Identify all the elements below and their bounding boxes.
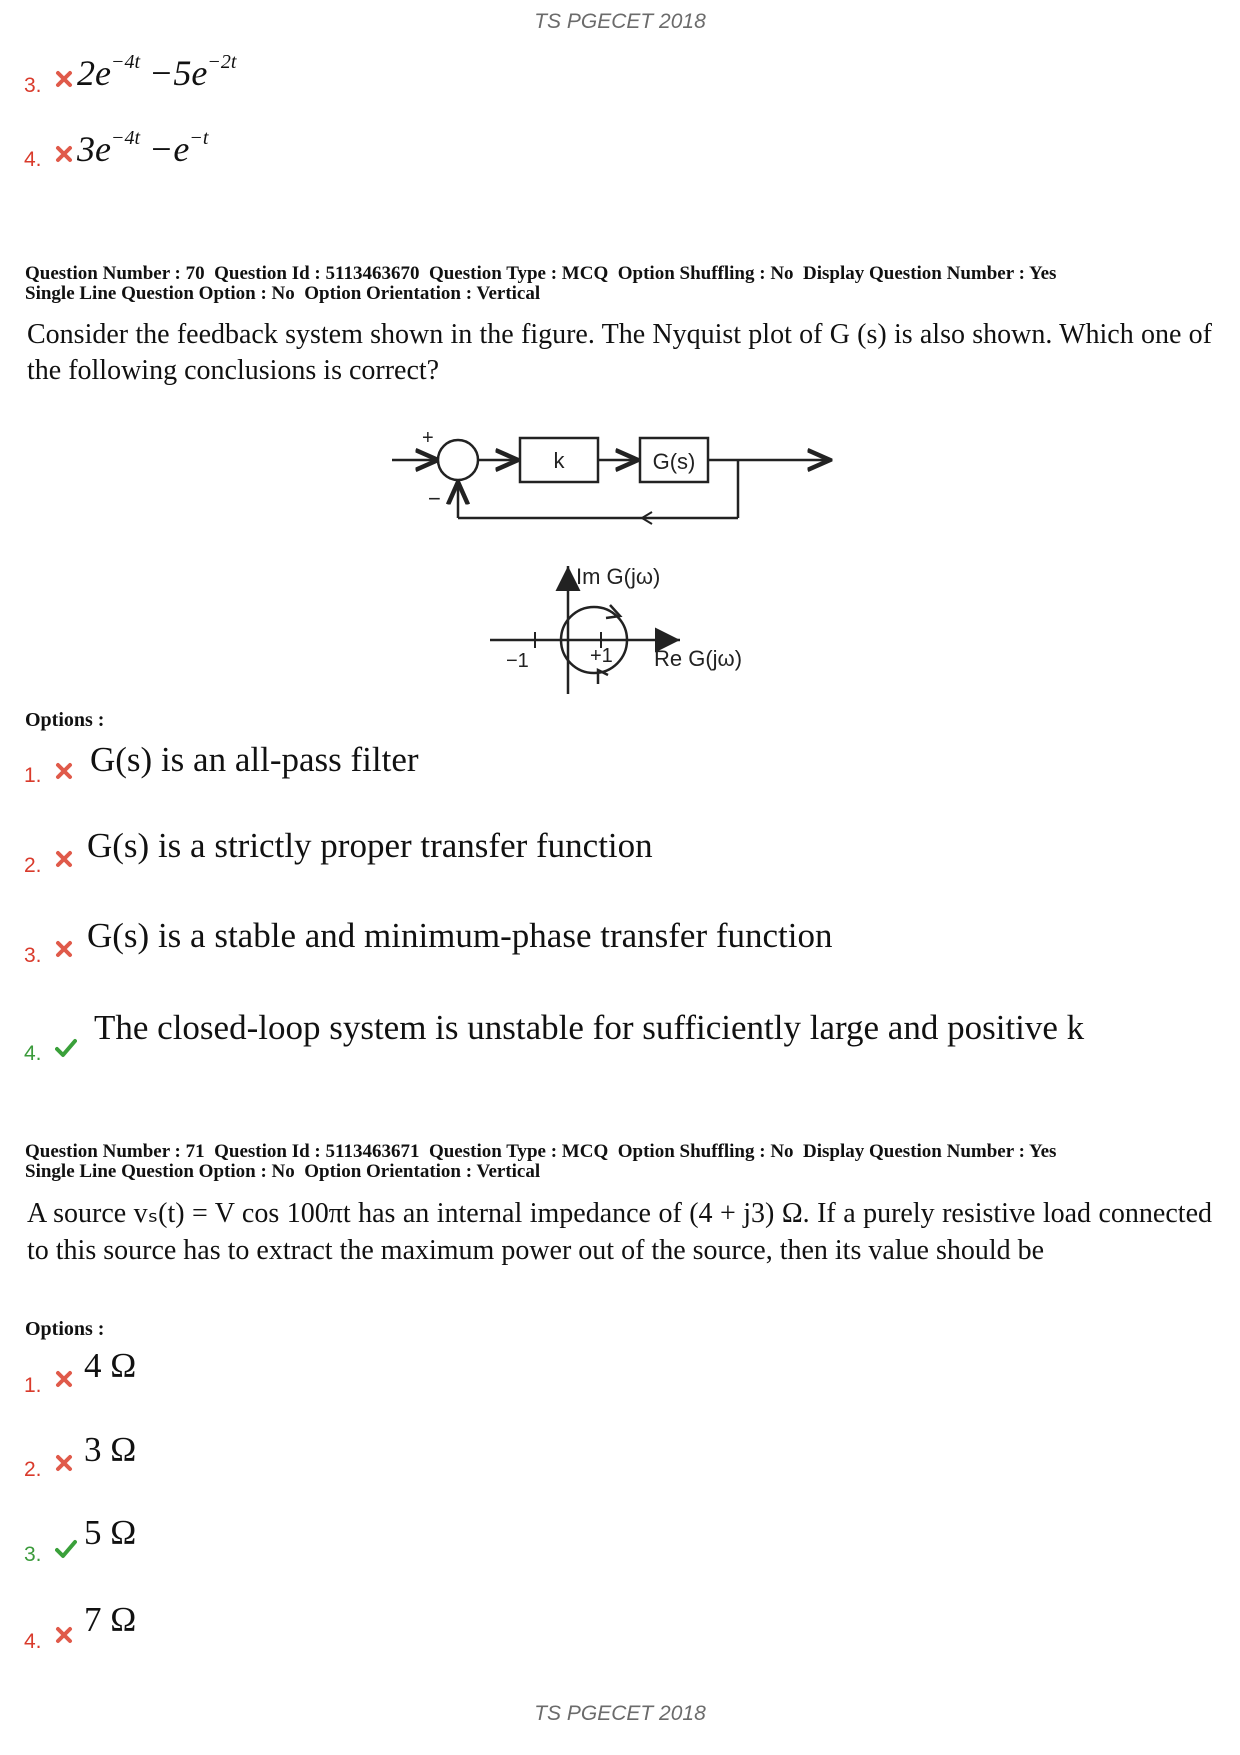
minus-sign: −: [428, 486, 441, 511]
plus-one-label: +1: [590, 645, 613, 667]
nyquist-plot: [480, 560, 760, 696]
option-number: 3.: [24, 1543, 42, 1566]
option-text: G(s) is an all-pass filter: [90, 740, 419, 779]
option-text: The closed-loop system is unstable for sufficiently large and positive k: [94, 1008, 1085, 1047]
question-71-text: A source vₛ(t) = V cos 100πt has an internal impedance of (4 + j3) Ω. If a purely resistive load connected to this source has to extract the maximum power out of the source, then its value should be: [27, 1198, 1212, 1266]
option-text: 3 Ω: [84, 1430, 137, 1469]
question-71-meta: Question Number : 71 Question Id : 5113463671 Question Type : MCQ Option Shuffling : No Display Question Number : Yes Single Line Question Option : No Option Orientation : Vertical: [25, 1141, 1057, 1182]
cross-icon: [55, 70, 73, 88]
question-70-meta: Question Number : 70 Question Id : 5113463670 Question Type : MCQ Option Shuffling : No Display Question Number : Yes Single Line Question Option : No Option Orientation : Vertical: [25, 263, 1057, 304]
option-expression: $2e^{-4t} -5e^{-2t}$: [77, 51, 237, 93]
check-icon: [55, 1038, 77, 1058]
option-number: 4.: [24, 148, 42, 171]
gain-label: k: [553, 448, 565, 473]
option-number: 3.: [24, 74, 42, 97]
option-text: G(s) is a stable and minimum-phase transfer function: [87, 916, 833, 955]
plus-sign: +: [422, 428, 434, 449]
feedback-block-diagram: [390, 428, 850, 528]
question-70-text: Consider the feedback system shown in the figure. The Nyquist plot of G (s) is also shown. Which one of the following conclusions is correct?: [27, 319, 1212, 386]
option-text: 5 Ω: [84, 1513, 137, 1552]
page-footer: TS PGECET 2018: [534, 1702, 706, 1725]
real-axis-label: Re G(jω): [654, 646, 743, 671]
option-expression: $3e^{-4t} -e^{-t}$: [77, 127, 209, 169]
page-header: TS PGECET 2018: [534, 10, 706, 33]
cross-icon: [55, 145, 73, 163]
imaginary-axis-label: Im G(jω): [576, 564, 661, 589]
option-number: 3.: [24, 944, 42, 967]
option-text: G(s) is a strictly proper transfer function: [87, 826, 653, 865]
option-number: 4.: [24, 1630, 42, 1653]
contour-arrow-bottom: [598, 670, 608, 684]
check-icon: [55, 1539, 77, 1559]
option-number: 2.: [24, 854, 42, 877]
cross-icon: [55, 1454, 73, 1472]
summing-junction: [438, 440, 478, 480]
option-number: 1.: [24, 764, 42, 787]
option-number: 4.: [24, 1042, 42, 1065]
cross-icon: [55, 1370, 73, 1388]
cross-icon: [55, 940, 73, 958]
cross-icon: [55, 850, 73, 868]
cross-icon: [55, 1626, 73, 1644]
question-70-options-label: Options :: [25, 709, 105, 731]
plant-label: G(s): [652, 449, 696, 474]
option-text: 7 Ω: [84, 1600, 137, 1639]
option-text: 4 Ω: [84, 1346, 137, 1385]
option-number: 1.: [24, 1374, 42, 1397]
option-number: 2.: [24, 1458, 42, 1481]
minus-one-label: −1: [506, 650, 529, 672]
cross-icon: [55, 762, 73, 780]
question-71-options-label: Options :: [25, 1318, 105, 1340]
